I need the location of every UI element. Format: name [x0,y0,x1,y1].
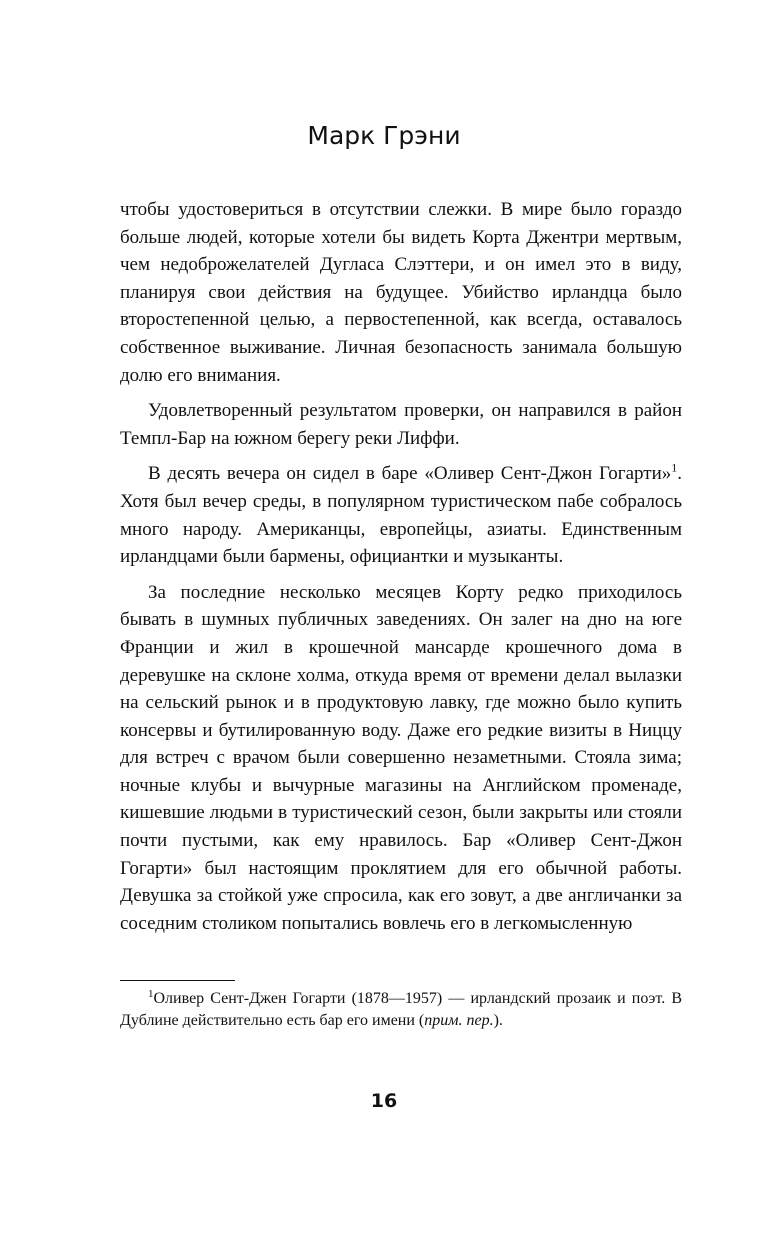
footnote-marker: 1 [148,987,154,1000]
footnote-italic-note: прим. пер. [424,1012,494,1029]
footnote-divider [120,980,235,981]
paragraph-3-text-before: В десять вечера он сидел в баре «Оливер Сент-Джон Гогарти» [148,463,672,485]
paragraph-3-text-after: . Хотя был вечер среды, в популярном туристическом пабе собралось много народу. Американцы, европейцы, азиаты. Единственным ирландцами были бармены, официантки и музыканты. [120,463,682,568]
footnote-text: Оливер Сент-Джен Гогарти (1878—1957) — ирландский прозаик и поэт. В Дублине действительно есть бар его имени ( [120,990,682,1029]
paragraph-1: чтобы удостовериться в отсутствии слежки. В мире было гораздо больше людей, которые хотели бы видеть Корта Джентри мертвым, чем недоброжелателей Дугласа Слэттери, и он имел это в виду, планируя свои действия на будущее. Убийство ирландца было второстепенной целью, а первостепенной, как всегда, оставалось собственное выживание. Личная безопасность занимала большую долю его внимания. [120,199,682,386]
footnote-closing: ). [493,1012,503,1029]
paragraph-4: За последние несколько месяцев Корту редко приходилось бывать в шумных публичных заведениях. Он залег на дно на юге Франции и жил в крошечной мансарде крошечного дома в деревушке на склоне холма, откуда время от времени делал вылазки на сельский рынок и в продуктовую лавку, где можно было купить консервы и бутилированную воду. Даже его редкие визиты в Ниццу для встреч с врачом были совершенно незаметными. Стояла зима; ночные клубы и вычурные магазины на Английском променаде, кишевшие людьми в туристический сезон, были закрыты или стояли почти пустыми, как ему нравилось. Бар «Оливер Сент-Джон Гогарти» был настоящим проклятием для его обычной работы. Девушка за стойкой уже спросила, как его зовут, а две англичанки за соседним столиком попытались вовлечь его в легкомысленную [120,581,682,934]
running-title: Марк Грэни [307,121,461,150]
main-text [120,196,682,937]
paragraph-2: Удовлетворенный результатом проверки, он направился в район Темпл-Бар на южном берегу реки Лиффи. [120,400,682,449]
page-number: 16 [370,1090,398,1112]
footnote-reference: 1 [671,461,678,476]
paragraph-3 [120,460,682,570]
footnote [120,988,682,1032]
